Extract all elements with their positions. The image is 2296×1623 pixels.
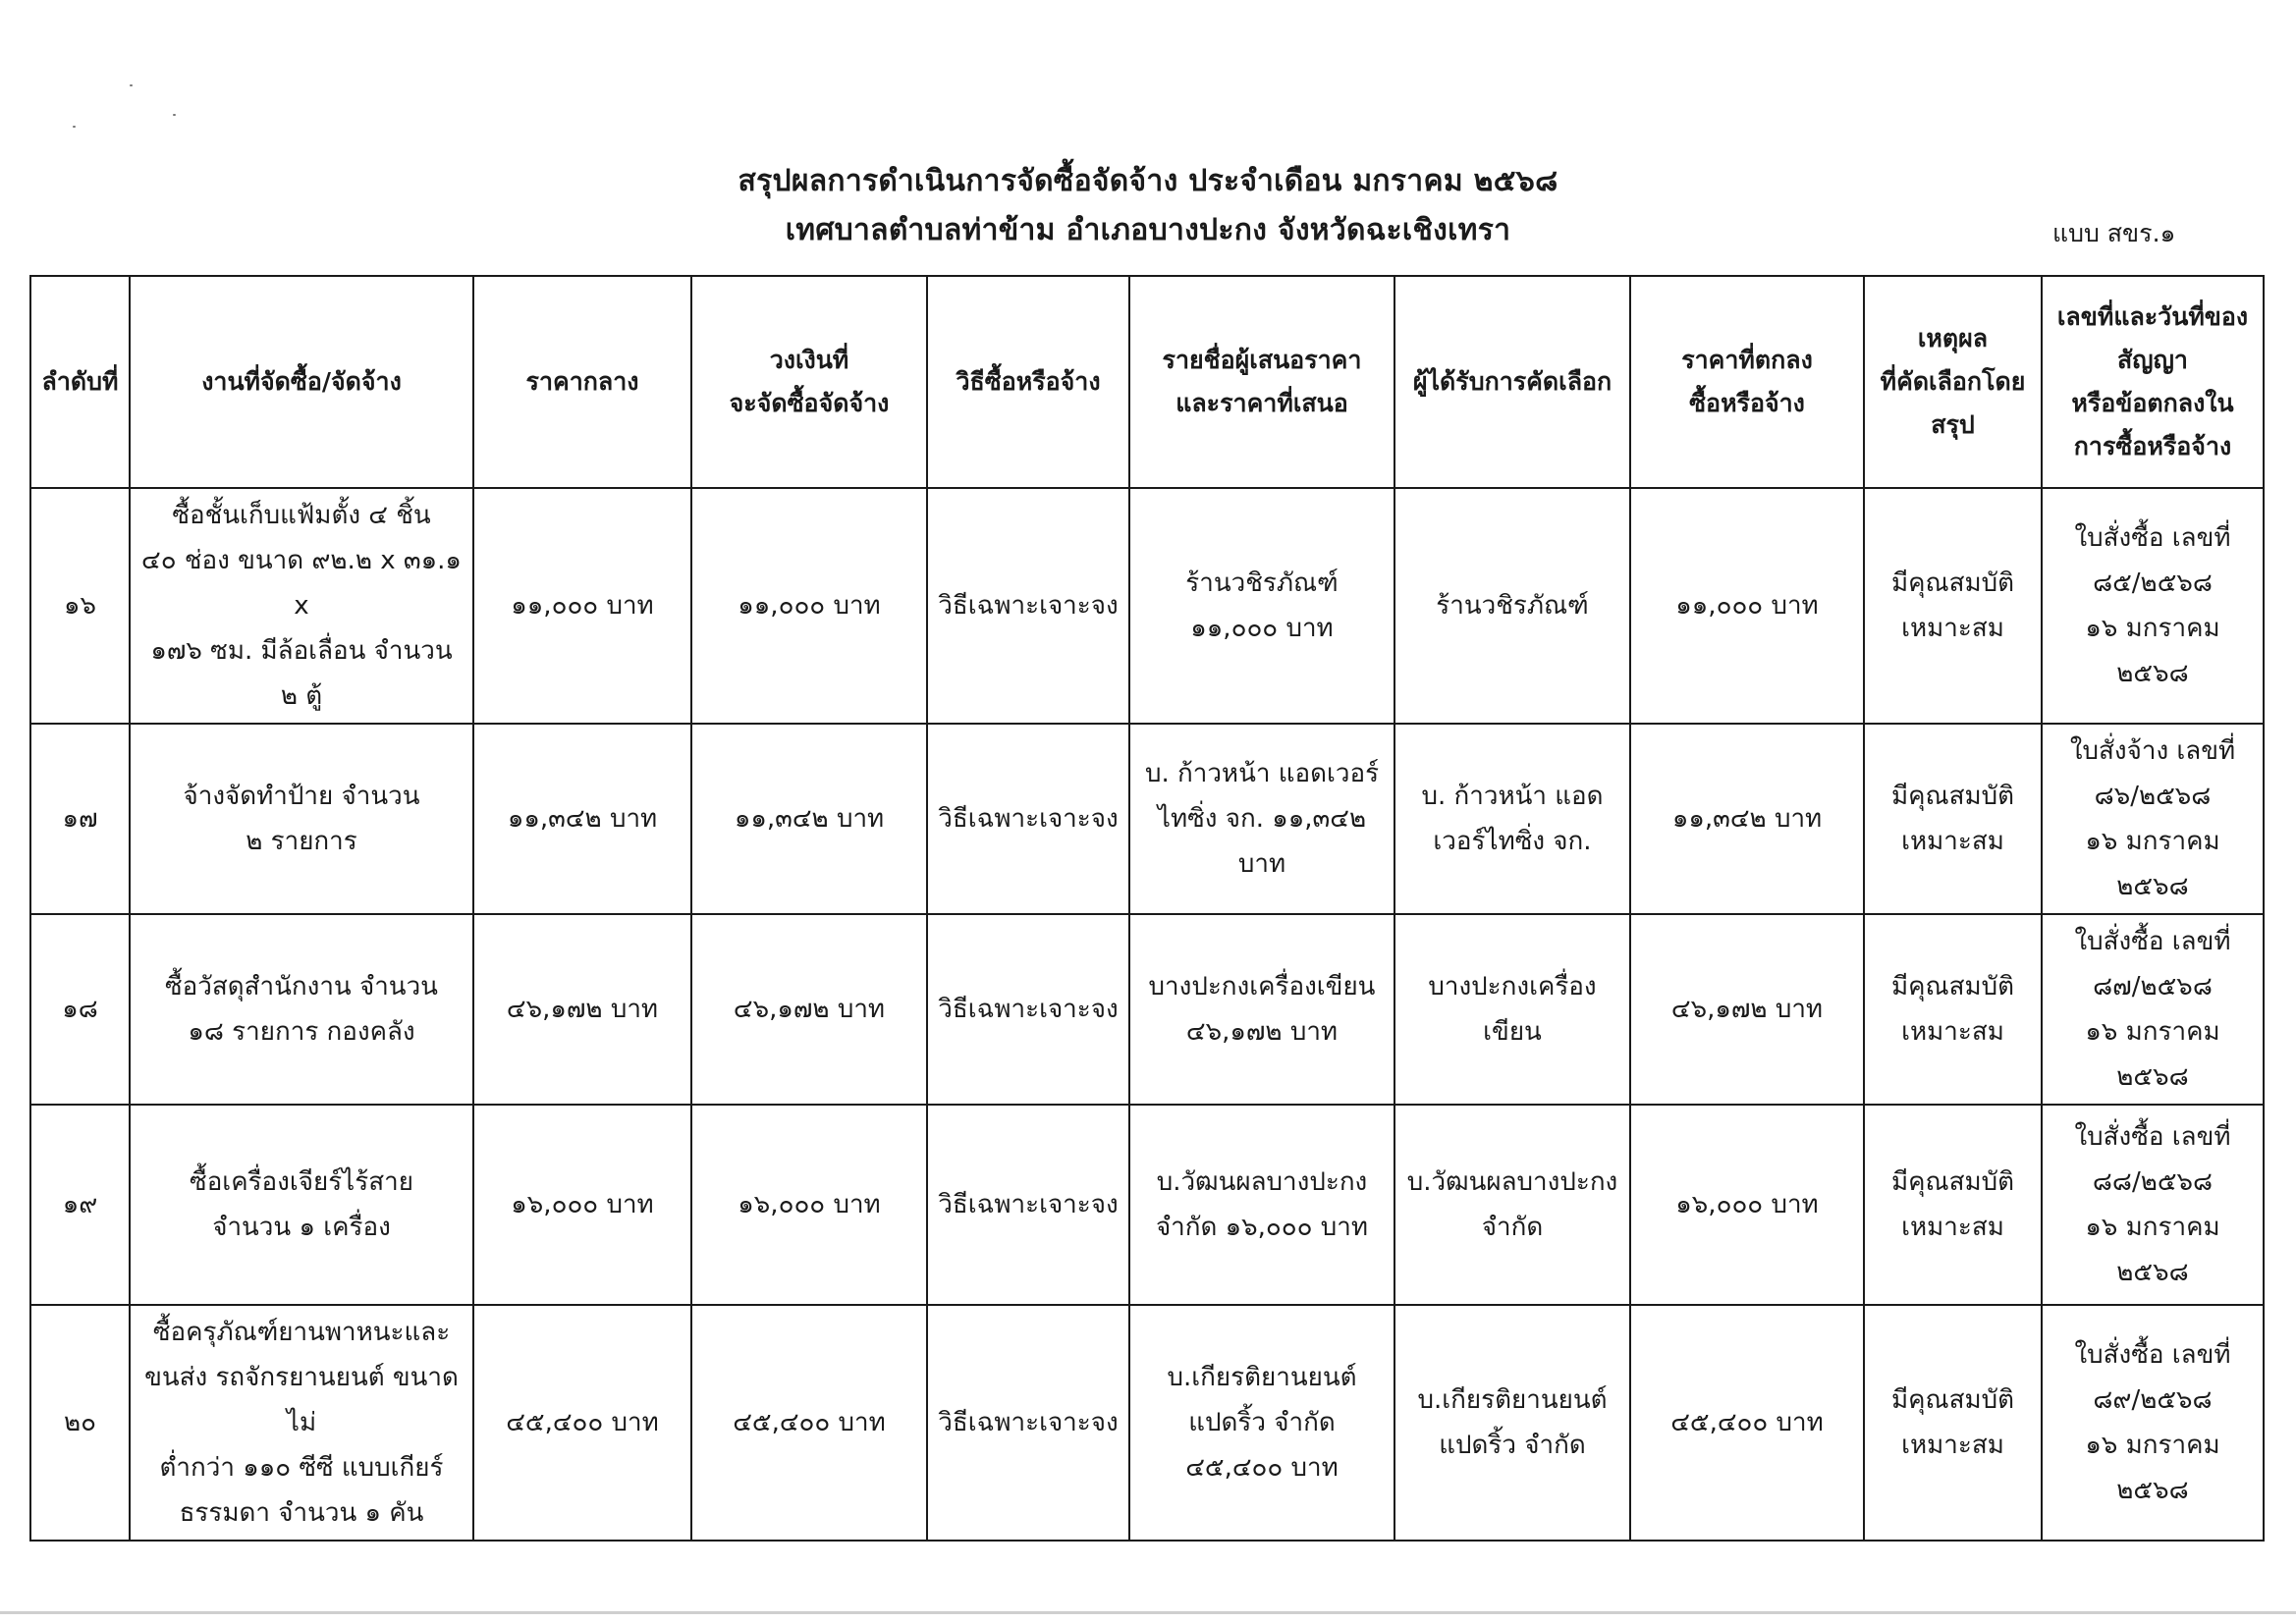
cell-item: ซื้อเครื่องเจียร์ไร้สาย จำนวน ๑ เครื่อง <box>130 1105 473 1305</box>
cell-method: วิธีเฉพาะเจาะจง <box>927 914 1129 1105</box>
cell-median-price: ๔๖,๑๗๒ บาท <box>473 914 691 1105</box>
table-row <box>30 914 2264 1105</box>
scan-speck <box>73 126 76 128</box>
cell-reason: มีคุณสมบัติ เหมาะสม <box>1864 1105 2042 1305</box>
table-row <box>30 488 2264 724</box>
table-row <box>30 724 2264 914</box>
cell-no: ๑๖ <box>30 488 130 724</box>
table-row <box>30 1305 2264 1541</box>
cell-bidders: บ. ก้าวหน้า แอดเวอร์ ไทซิ่ง จก. ๑๑,๓๔๒ บาท <box>1129 724 1394 914</box>
cell-item: ซื้อชั้นเก็บแฟ้มตั้ง ๔ ชิ้น ๔๐ ช่อง ขนาด ๙๒.๒ x ๓๑.๑ x ๑๗๖ ซม. มีล้อเลื่อน จำนวน ๒ ตู้ <box>130 488 473 724</box>
scan-speck <box>130 84 133 86</box>
cell-no: ๑๘ <box>30 914 130 1105</box>
header-median-price: ราคากลาง <box>473 276 691 488</box>
cell-reason: มีคุณสมบัติ เหมาะสม <box>1864 914 2042 1105</box>
cell-bidders: บางปะกงเครื่องเขียน ๔๖,๑๗๒ บาท <box>1129 914 1394 1105</box>
header-method: วิธีซื้อหรือจ้าง <box>927 276 1129 488</box>
table-row <box>30 1105 2264 1305</box>
cell-budget: ๑๖,๐๐๐ บาท <box>691 1105 927 1305</box>
cell-selected: บางปะกงเครื่องเขียน <box>1394 914 1630 1105</box>
cell-median-price: ๑๑,๓๔๒ บาท <box>473 724 691 914</box>
header-item: งานที่จัดซื้อ/จัดจ้าง <box>130 276 473 488</box>
cell-selected: บ.วัฒนผลบางปะกง จำกัด <box>1394 1105 1630 1305</box>
procurement-table <box>29 275 2265 1542</box>
cell-selected: บ. ก้าวหน้า แอด เวอร์ไทซิ่ง จก. <box>1394 724 1630 914</box>
scan-speck <box>173 114 176 116</box>
header-bidders: รายชื่อผู้เสนอราคา และราคาที่เสนอ <box>1129 276 1394 488</box>
title-line-1: สรุปผลการดำเนินการจัดซื้อจัดจ้าง ประจำเดือน มกราคม ๒๕๖๘ <box>738 164 1558 198</box>
cell-bidders: บ.วัฒนผลบางปะกง จำกัด ๑๖,๐๐๐ บาท <box>1129 1105 1394 1305</box>
cell-agreed-price: ๑๖,๐๐๐ บาท <box>1630 1105 1864 1305</box>
cell-item: ซื้อวัสดุสำนักงาน จำนวน ๑๘ รายการ กองคลัง <box>130 914 473 1105</box>
cell-agreed-price: ๔๖,๑๗๒ บาท <box>1630 914 1864 1105</box>
cell-reason: มีคุณสมบัติ เหมาะสม <box>1864 488 2042 724</box>
cell-median-price: ๑๖,๐๐๐ บาท <box>473 1105 691 1305</box>
document-title <box>0 157 2296 255</box>
cell-budget: ๑๑,๐๐๐ บาท <box>691 488 927 724</box>
cell-method: วิธีเฉพาะเจาะจง <box>927 724 1129 914</box>
cell-selected: ร้านวชิรภัณฑ์ <box>1394 488 1630 724</box>
cell-method: วิธีเฉพาะเจาะจง <box>927 1105 1129 1305</box>
cell-budget: ๔๕,๔๐๐ บาท <box>691 1305 927 1541</box>
header-contract: เลขที่และวันที่ของ สัญญา หรือข้อตกลงใน การซื้อหรือจ้าง <box>2042 276 2264 488</box>
cell-bidders: ร้านวชิรภัณฑ์ ๑๑,๐๐๐ บาท <box>1129 488 1394 724</box>
cell-reason: มีคุณสมบัติ เหมาะสม <box>1864 724 2042 914</box>
cell-contract: ใบสั่งซื้อ เลขที่ ๘๙/๒๕๖๘ ๑๖ มกราคม ๒๕๖๘ <box>2042 1305 2264 1541</box>
header-reason: เหตุผล ที่คัดเลือกโดย สรุป <box>1864 276 2042 488</box>
cell-no: ๑๙ <box>30 1105 130 1305</box>
cell-item: ซื้อครุภัณฑ์ยานพาหนะและ ขนส่ง รถจักรยานยนต์ ขนาดไม่ ต่ำกว่า ๑๑๐ ซีซี แบบเกียร์ ธรรมดา จำนวน ๑ คัน <box>130 1305 473 1541</box>
cell-agreed-price: ๑๑,๐๐๐ บาท <box>1630 488 1864 724</box>
cell-reason: มีคุณสมบัติ เหมาะสม <box>1864 1305 2042 1541</box>
header-no: ลำดับที่ <box>30 276 130 488</box>
cell-agreed-price: ๔๕,๔๐๐ บาท <box>1630 1305 1864 1541</box>
title-line-2: เทศบาลตำบลท่าข้าม อำเภอบางปะกง จังหวัดฉะเชิงเทรา <box>785 213 1511 247</box>
cell-contract: ใบสั่งซื้อ เลขที่ ๘๕/๒๕๖๘ ๑๖ มกราคม ๒๕๖๘ <box>2042 488 2264 724</box>
cell-item: จ้างจัดทำป้าย จำนวน ๒ รายการ <box>130 724 473 914</box>
cell-no: ๑๗ <box>30 724 130 914</box>
cell-no: ๒๐ <box>30 1305 130 1541</box>
cell-contract: ใบสั่งจ้าง เลขที่ ๘๖/๒๕๖๘ ๑๖ มกราคม ๒๕๖๘ <box>2042 724 2264 914</box>
cell-bidders: บ.เกียรติยานยนต์ แปดริ้ว จำกัด ๔๕,๔๐๐ บาท <box>1129 1305 1394 1541</box>
header-budget: วงเงินที่ จะจัดซื้อจัดจ้าง <box>691 276 927 488</box>
header-agreed-price: ราคาที่ตกลง ซื้อหรือจ้าง <box>1630 276 1864 488</box>
cell-median-price: ๔๕,๔๐๐ บาท <box>473 1305 691 1541</box>
cell-selected: บ.เกียรติยานยนต์ แปดริ้ว จำกัด <box>1394 1305 1630 1541</box>
cell-contract: ใบสั่งซื้อ เลขที่ ๘๗/๒๕๖๘ ๑๖ มกราคม ๒๕๖๘ <box>2042 914 2264 1105</box>
cell-agreed-price: ๑๑,๓๔๒ บาท <box>1630 724 1864 914</box>
cell-budget: ๑๑,๓๔๒ บาท <box>691 724 927 914</box>
header-row <box>30 276 2264 488</box>
header-selected: ผู้ได้รับการคัดเลือก <box>1394 276 1630 488</box>
form-code: แบบ สขร.๑ <box>2052 219 2176 247</box>
cell-budget: ๔๖,๑๗๒ บาท <box>691 914 927 1105</box>
page-bottom-edge <box>0 1611 2296 1614</box>
cell-method: วิธีเฉพาะเจาะจง <box>927 1305 1129 1541</box>
cell-method: วิธีเฉพาะเจาะจง <box>927 488 1129 724</box>
cell-contract: ใบสั่งซื้อ เลขที่ ๘๘/๒๕๖๘ ๑๖ มกราคม ๒๕๖๘ <box>2042 1105 2264 1305</box>
cell-median-price: ๑๑,๐๐๐ บาท <box>473 488 691 724</box>
